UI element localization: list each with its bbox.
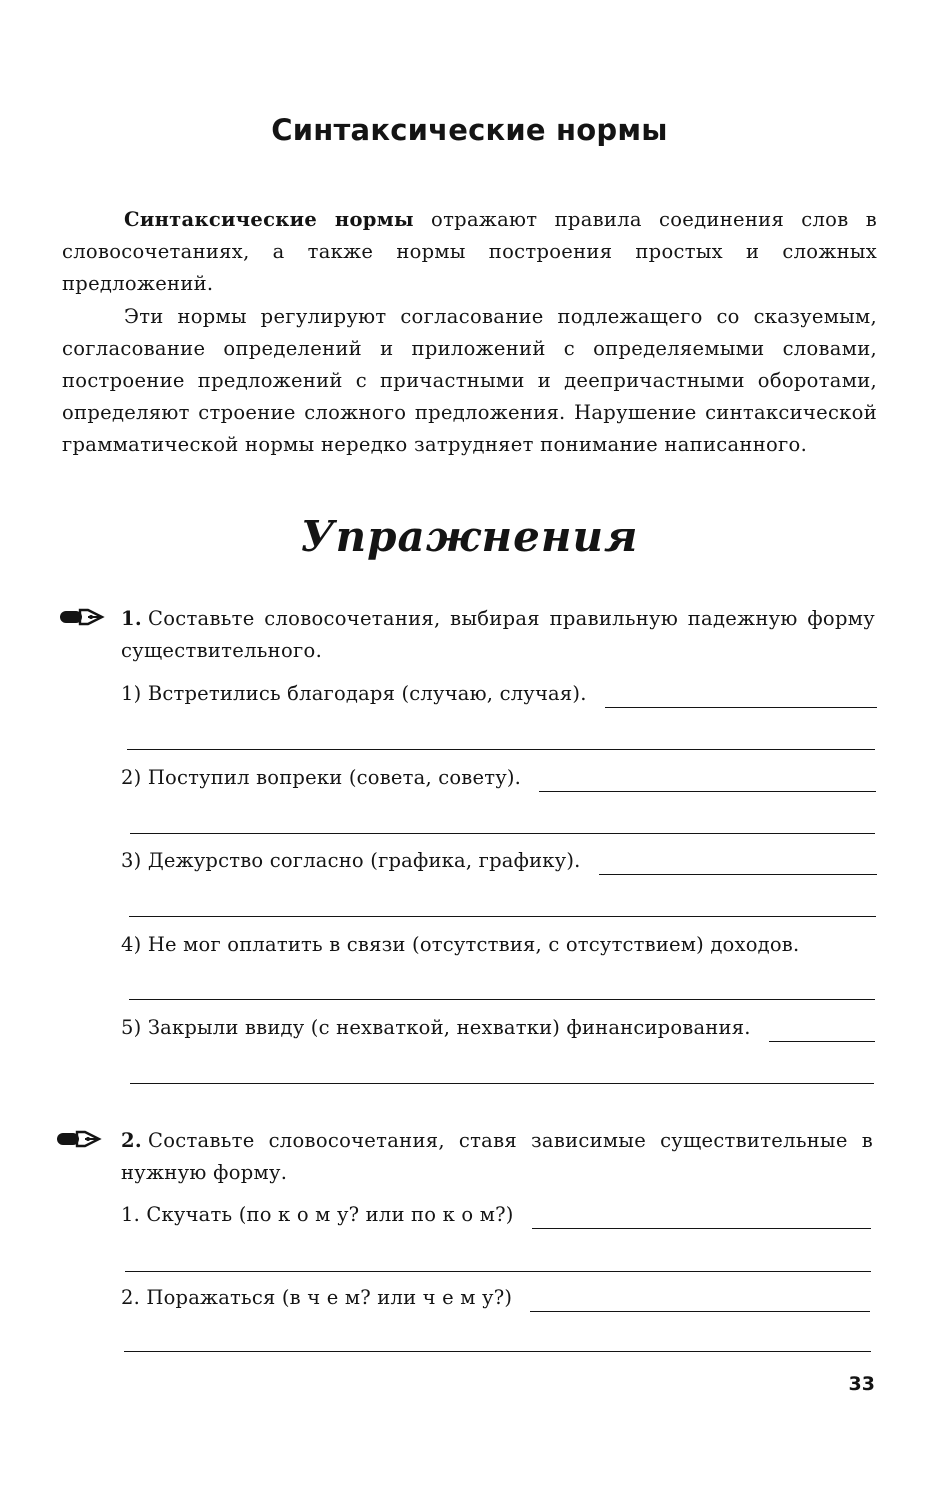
answer-input[interactable]	[599, 854, 877, 875]
intro-paragraph-2: Эти нормы регулируют согласование подлежащего со сказуемым, согласование определений и приложений с определяемыми словами, построение предложений с причастными и деепричастными оборотами, определяют строение сложного предложения. Нарушение синтаксической грамматической нормы нередко затрудняет понимание написанного.	[62, 305, 877, 456]
answer-input[interactable]	[124, 1351, 871, 1352]
pen-nib-icon	[58, 604, 110, 630]
task-2-item-2	[121, 1284, 870, 1312]
task-1-item-1	[121, 680, 877, 708]
answer-input[interactable]	[129, 999, 875, 1000]
answer-input[interactable]	[129, 916, 876, 917]
answer-input[interactable]	[769, 1021, 875, 1042]
task-1-item-5	[121, 1014, 875, 1042]
task-1-item-2-text: 2) Поступил вопреки (совета, совету).	[121, 766, 522, 789]
task-2-number: 2.	[121, 1129, 142, 1152]
page-title: Синтаксические нормы	[271, 113, 668, 147]
exercises-heading: Упражнения	[300, 512, 639, 561]
answer-input[interactable]	[130, 1083, 874, 1084]
task-2-prompt	[121, 1125, 873, 1189]
task-2-text: Составьте словосочетания, ставя зависимые существительные в нужную форму.	[121, 1129, 873, 1184]
task-2-item-1	[121, 1201, 871, 1229]
answer-input[interactable]	[125, 1271, 871, 1272]
answer-input[interactable]	[539, 771, 876, 792]
task-1-item-4-text: 4) Не мог оплатить в связи (отсутствия, с отсутствием) доходов.	[121, 933, 800, 956]
task-1-item-3-text: 3) Дежурство согласно (графика, графику).	[121, 849, 581, 872]
task-1-item-2	[121, 764, 876, 792]
page-number: 33	[848, 1373, 875, 1395]
task-1-text: Составьте словосочетания, выбирая правильную падежную форму существительного.	[121, 607, 875, 662]
answer-input[interactable]	[127, 749, 875, 750]
answer-input[interactable]	[532, 1208, 871, 1229]
intro-paragraph-1-text: отражают правила соединения слов в словосочетаниях, а также нормы построения простых и сложных предложений.	[62, 208, 877, 295]
answer-input[interactable]	[130, 833, 875, 834]
answer-input[interactable]	[605, 687, 877, 708]
pen-nib-icon	[55, 1126, 107, 1152]
answer-input[interactable]	[530, 1291, 870, 1312]
intro-paragraph-1	[62, 204, 877, 300]
task-1-item-4	[121, 931, 799, 959]
task-1-item-1-text: 1) Встретились благодаря (случаю, случая).	[121, 682, 587, 705]
task-1-number: 1.	[121, 607, 142, 630]
term-bold: Синтаксические нормы	[124, 208, 414, 231]
task-1-item-3	[121, 847, 877, 875]
task-1-prompt	[121, 603, 875, 667]
task-2-item-1-text: 1. Скучать (по к о м у? или по к о м?)	[121, 1203, 514, 1226]
task-2-item-2-text: 2. Поражаться (в ч е м? или ч е м у?)	[121, 1286, 513, 1309]
task-1-item-5-text: 5) Закрыли ввиду (с нехваткой, нехватки) финансирования.	[121, 1016, 751, 1039]
